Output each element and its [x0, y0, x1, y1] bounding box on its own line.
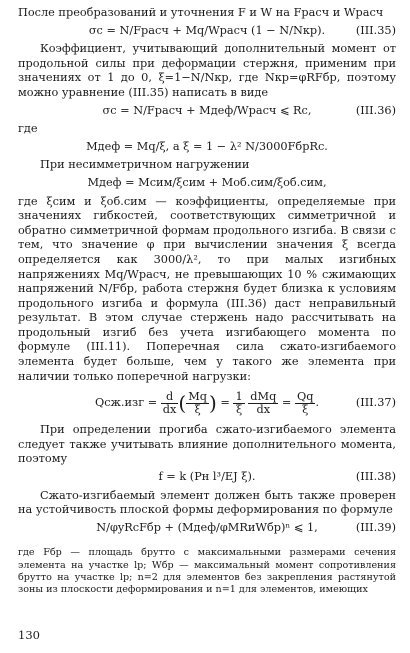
- paragraph-deflection: При определении прогиба сжато-изгибаемого элемента следует также учитывать влияние дополнительного момента, поэтому: [18, 423, 396, 466]
- fraction-mq-xi: [186, 391, 209, 416]
- fraction-dmq-dx: [248, 391, 278, 416]
- formula-iii-37-number: (III.37): [355, 396, 396, 410]
- formula-iii-39-body: N/φyRсFбр + (Mдеф/φMRиWбр)ⁿ ⩽ 1,: [96, 520, 318, 534]
- fraction-top: Qq: [296, 389, 314, 403]
- formula-iii-38-body: f = k (Pн l³/EJ ξ).: [158, 470, 256, 484]
- fraction-bottom: ξ: [302, 402, 309, 416]
- formula-iii-35-body: σс = N/Fрасч + Mq/Wрасч (1 − N/Nкр).: [88, 23, 326, 37]
- fraction-bottom: ξ: [194, 402, 201, 416]
- paragraph-coefficients-explained: где ξсим и ξоб.сим — коэффициенты, определяемые при значениях гибкостей, соответствующих симметричной и обратно симметричной формам продольного изгиба. В связи с тем, что значение φ при вычислении значения ξ всегда определяется как 3000/λ², то при малых изгибных напряжениях Mq/Wрасч, не превышающих 10 % сжимающих напряжений N/Fбр, работа стержня будет близка к условиям продольного изгиба и формула (III.36) даст неправильный результат. В этом случае стержень надо рассчитывать на продольный изгиб без учета изгибающего момента по формуле (III.11). Поперечная сила сжато-изгибаемого элемента будет больше, чем у такого же элемента при наличии только поперечной нагрузки:: [18, 194, 396, 383]
- formula-iii-35-number: (III.35): [355, 23, 396, 37]
- formula-iii-39: [18, 521, 396, 536]
- fraction-bottom: ξ: [235, 402, 243, 416]
- formula-iii-37: [18, 387, 396, 419]
- formula-iii-38: [18, 470, 396, 485]
- paragraph-coefficient: Коэффициент, учитывающий дополнительный момент от продольной силы при деформации стержня, применим при значениях от 1 до 0, ξ=1−N/Nкр, где Nкр=φRFбр, поэтому можно уравнение (III.35) написать в виде: [18, 42, 396, 99]
- formula-mdef-asym: [18, 176, 396, 191]
- formula-mdef: [18, 140, 396, 155]
- paragraph-stability: Сжато-изгибаемый элемент должен быть также проверен на устойчивость плоской формы деформирования по формуле: [18, 488, 396, 517]
- fraction-bottom: dx: [162, 402, 177, 416]
- equals-sign: =: [220, 396, 230, 410]
- paren-close: ): [209, 391, 217, 416]
- paragraph-asymmetric: При несимметричном нагружении: [40, 158, 250, 172]
- formula-mdef-asym-body: Mдеф = Mсим/ξсим + Mоб.сим/ξоб.сим,: [87, 175, 327, 189]
- period: .: [315, 396, 320, 410]
- footnote-text: где Fбр — площадь брутто с максимальными размерами сечения элемента на участке lр; Wбр — максимальный момент сопротивления брутто на участке lр; n=2 для элементов без закрепления растянутой зоны из плоскости деформирования и n=1 для элементов, имеющих: [18, 547, 396, 596]
- page-number: 130: [18, 628, 40, 642]
- paragraph-where: где: [18, 122, 38, 136]
- fraction-top: d: [161, 391, 179, 404]
- formula-iii-37-left: Qсж.изг =: [94, 396, 158, 410]
- formula-iii-38-number: (III.38): [355, 470, 396, 484]
- equals-sign: =: [281, 396, 292, 410]
- fraction-d-dx: [161, 391, 179, 416]
- formula-iii-36: [18, 104, 396, 119]
- formula-mdef-body: Mдеф = Mq/ξ, а ξ = 1 − λ² N/3000FбрRс.: [86, 139, 328, 153]
- fraction-top: Mq: [188, 389, 208, 403]
- fraction-top: dMq: [250, 389, 277, 403]
- fraction-bottom: dx: [256, 402, 271, 416]
- formula-iii-36-number: (III.36): [355, 103, 396, 117]
- formula-iii-36-body: σс = N/Fрасч + Mдеф/Wрасч ⩽ Rс,: [102, 103, 312, 117]
- paragraph-intro: После преобразований и уточнения F и W на Fрасч и Wрасч: [18, 6, 384, 19]
- formula-iii-39-number: (III.39): [355, 520, 396, 534]
- fraction-qq-xi: [295, 391, 316, 416]
- fraction-top: 1: [235, 389, 243, 403]
- formula-iii-35: [18, 24, 396, 39]
- paren-open: (: [178, 391, 187, 416]
- fraction-one-xi: [233, 391, 244, 416]
